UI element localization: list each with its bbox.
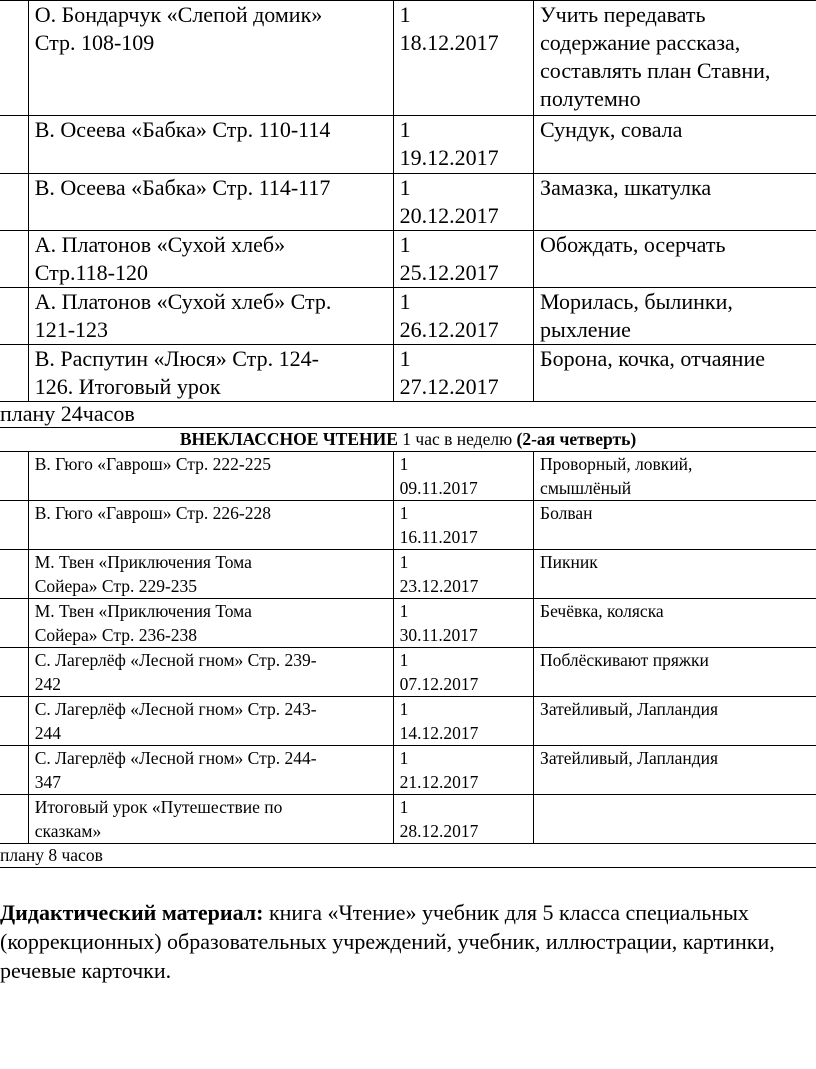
topic-cell xyxy=(28,550,393,599)
vocabulary-cell xyxy=(534,501,816,550)
lesson-date: 19.12.2017 xyxy=(399,145,499,170)
vocabulary-line: Пикник xyxy=(540,552,598,572)
didactic-text: книга «Чтение» учебник для 5 класса специальных (коррекционных) образовательных учреждений, учебник, иллюстрации, картинки, речевые карточки. xyxy=(0,900,775,983)
lesson-date: 07.12.2017 xyxy=(399,674,479,694)
table-row xyxy=(0,231,816,288)
hours-date-cell xyxy=(393,697,533,746)
lesson-date: 30.11.2017 xyxy=(399,625,478,645)
table-row xyxy=(0,345,816,402)
vocabulary-cell xyxy=(534,1,816,116)
lesson-date: 18.12.2017 xyxy=(399,30,499,55)
row-number-cell xyxy=(0,231,28,288)
table-row xyxy=(0,174,816,231)
section-schedule: 1 час в неделю xyxy=(397,429,517,449)
vocabulary-cell xyxy=(534,231,816,288)
hours-value: 1 xyxy=(399,2,411,27)
topic-line: Сойера» Стр. 236-238 xyxy=(34,625,198,645)
row-number-cell xyxy=(0,345,28,402)
hours-value: 1 xyxy=(399,797,409,817)
hours-value: 1 xyxy=(399,346,411,371)
topic-line: сказкам» xyxy=(34,821,102,841)
vocabulary-cell xyxy=(534,746,816,795)
vocabulary-cell xyxy=(534,288,816,345)
topic-line: А. Платонов «Сухой хлеб» xyxy=(34,232,286,257)
table-row xyxy=(0,501,816,550)
lesson-date: 20.12.2017 xyxy=(399,203,499,228)
hours-date-cell xyxy=(393,746,533,795)
hours-date-cell xyxy=(393,345,533,402)
vocabulary-cell xyxy=(534,697,816,746)
row-number-cell xyxy=(0,795,28,844)
vocabulary-line: Затейливый, Лапландия xyxy=(540,699,719,719)
topic-line: С. Лагерлёф «Лесной гном» Стр. 239- xyxy=(34,650,317,670)
topic-line: 244 xyxy=(34,723,61,743)
topic-line: Стр.118-120 xyxy=(34,260,148,285)
lesson-date: 23.12.2017 xyxy=(399,576,479,596)
table-row xyxy=(0,795,816,844)
topic-cell xyxy=(28,1,393,116)
hours-value: 1 xyxy=(399,175,411,200)
table-row xyxy=(0,1,816,116)
topic-cell xyxy=(28,174,393,231)
table-row xyxy=(0,697,816,746)
row-number-cell xyxy=(0,648,28,697)
hours-value: 1 xyxy=(399,503,409,523)
vocabulary-line: Проворный, ловкий, xyxy=(540,454,693,474)
didactic-label: Дидактический материал: xyxy=(0,900,264,925)
table-row xyxy=(0,550,816,599)
section-heading xyxy=(0,427,816,451)
vocabulary-line: полутемно xyxy=(540,86,641,111)
vocabulary-line: Затейливый, Лапландия xyxy=(540,748,719,768)
table-row xyxy=(0,288,816,345)
hours-value: 1 xyxy=(399,454,409,474)
row-number-cell xyxy=(0,550,28,599)
vocabulary-line: Борона, кочка, отчаяние xyxy=(540,346,765,371)
row-number-cell xyxy=(0,697,28,746)
section-quarter: (2-ая четверть) xyxy=(516,429,637,449)
row-number-cell xyxy=(0,288,28,345)
vocabulary-line: Морилась, былинки, xyxy=(540,289,733,314)
hours-date-cell xyxy=(393,116,533,174)
topic-line: 242 xyxy=(34,674,61,694)
vocabulary-line: содержание рассказа, xyxy=(540,30,741,55)
hours-date-cell xyxy=(393,599,533,648)
hours-date-cell xyxy=(393,231,533,288)
hours-value: 1 xyxy=(399,289,411,314)
hours-value: 1 xyxy=(399,601,409,621)
lesson-date: 14.12.2017 xyxy=(399,723,479,743)
hours-date-cell xyxy=(393,1,533,116)
topic-line: О. Бондарчук «Слепой домик» xyxy=(34,2,323,27)
vocabulary-line: Бечёвка, коляска xyxy=(540,601,664,621)
vocabulary-line: Учить передавать xyxy=(540,2,706,27)
vocabulary-line: Обождать, осерчать xyxy=(540,232,726,257)
lesson-date: 27.12.2017 xyxy=(399,374,499,399)
lesson-date: 25.12.2017 xyxy=(399,260,499,285)
topic-line: М. Твен «Приключения Тома xyxy=(34,552,252,572)
vocabulary-cell xyxy=(534,345,816,402)
vocabulary-cell xyxy=(534,795,816,844)
table-row xyxy=(0,746,816,795)
hours-total-main: плану 24часов xyxy=(0,401,135,426)
lesson-date: 16.11.2017 xyxy=(399,527,478,547)
vocabulary-cell xyxy=(534,599,816,648)
lesson-date: 09.11.2017 xyxy=(399,478,478,498)
row-number-cell xyxy=(0,116,28,174)
lesson-date: 26.12.2017 xyxy=(399,317,499,342)
topic-line: Стр. 108-109 xyxy=(34,30,155,55)
row-number-cell xyxy=(0,501,28,550)
topic-line: С. Лагерлёф «Лесной гном» Стр. 243- xyxy=(34,699,317,719)
row-number-cell xyxy=(0,1,28,116)
vocabulary-line: рыхление xyxy=(540,317,631,342)
hours-date-cell xyxy=(393,174,533,231)
vocabulary-line: Поблёскивают пряжки xyxy=(540,650,709,670)
lesson-date: 21.12.2017 xyxy=(399,772,479,792)
section-divider-bottom xyxy=(0,867,816,868)
topic-line: В. Осеева «Бабка» Стр. 114-117 xyxy=(34,175,331,200)
topic-line: М. Твен «Приключения Тома xyxy=(34,601,252,621)
hours-date-cell xyxy=(393,501,533,550)
topic-cell xyxy=(28,501,393,550)
vocabulary-line: Сундук, совала xyxy=(540,117,683,142)
row-number-cell xyxy=(0,746,28,795)
topic-line: 121-123 xyxy=(34,317,109,342)
topic-cell xyxy=(28,795,393,844)
hours-date-cell xyxy=(393,550,533,599)
vocabulary-line: Болван xyxy=(540,503,593,523)
topic-line: С. Лагерлёф «Лесной гном» Стр. 244- xyxy=(34,748,317,768)
vocabulary-cell xyxy=(534,116,816,174)
vocabulary-cell xyxy=(534,550,816,599)
hours-value: 1 xyxy=(399,748,409,768)
hours-date-cell xyxy=(393,648,533,697)
topic-cell xyxy=(28,116,393,174)
extracurricular-reading-table xyxy=(0,451,816,844)
table-row xyxy=(0,452,816,501)
row-number-cell xyxy=(0,452,28,501)
topic-line: В. Осеева «Бабка» Стр. 110-114 xyxy=(34,117,331,142)
hours-date-cell xyxy=(393,452,533,501)
hours-value: 1 xyxy=(399,117,411,142)
table-row xyxy=(0,116,816,174)
vocabulary-line: составлять план Ставни, xyxy=(540,58,771,83)
vocabulary-cell xyxy=(534,648,816,697)
vocabulary-line: Замазка, шкатулка xyxy=(540,175,712,200)
section-title: ВНЕКЛАССНОЕ ЧТЕНИЕ xyxy=(179,429,398,449)
vocabulary-cell xyxy=(534,452,816,501)
table-row xyxy=(0,599,816,648)
hours-date-cell xyxy=(393,288,533,345)
didactic-material xyxy=(0,898,790,985)
row-number-cell xyxy=(0,174,28,231)
topic-cell xyxy=(28,648,393,697)
topic-line: 347 xyxy=(34,772,61,792)
hours-total-extracurricular: плану 8 часов xyxy=(0,845,103,865)
vocabulary-line: смышлёный xyxy=(540,478,632,498)
topic-line: В. Гюго «Гаврош» Стр. 226-228 xyxy=(34,503,271,523)
topic-cell xyxy=(28,599,393,648)
topic-cell xyxy=(28,345,393,402)
topic-cell xyxy=(28,697,393,746)
table-row xyxy=(0,648,816,697)
hours-value: 1 xyxy=(399,650,409,670)
lesson-date: 28.12.2017 xyxy=(399,821,479,841)
topic-cell xyxy=(28,231,393,288)
topic-cell xyxy=(28,746,393,795)
topic-cell xyxy=(28,452,393,501)
hours-value: 1 xyxy=(399,552,409,572)
hours-value: 1 xyxy=(399,699,409,719)
topic-line: А. Платонов «Сухой хлеб» Стр. xyxy=(34,289,332,314)
hours-value: 1 xyxy=(399,232,411,257)
topic-line: Сойера» Стр. 229-235 xyxy=(34,576,198,596)
topic-line: 126. Итоговый урок xyxy=(34,374,221,399)
topic-line: В. Гюго «Гаврош» Стр. 222-225 xyxy=(34,454,271,474)
hours-date-cell xyxy=(393,795,533,844)
row-number-cell xyxy=(0,599,28,648)
vocabulary-cell xyxy=(534,174,816,231)
lesson-plan-table xyxy=(0,0,816,402)
topic-line: В. Распутин «Люся» Стр. 124- xyxy=(34,346,319,371)
topic-line: Итоговый урок «Путешествие по xyxy=(34,797,283,817)
topic-cell xyxy=(28,288,393,345)
